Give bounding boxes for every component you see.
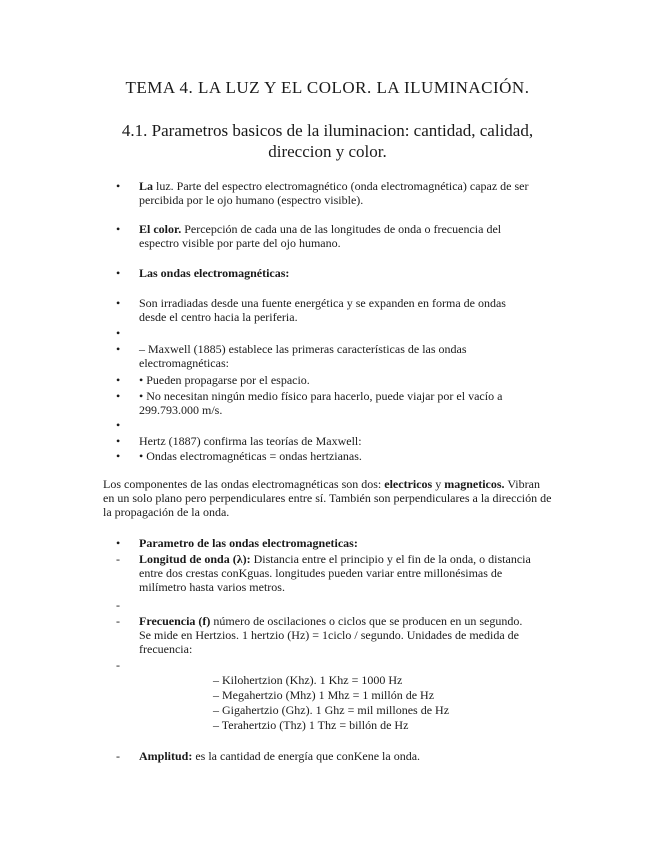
list-item-maxwell: – Maxwell (1885) establece las primeras características de las ondas electromagnéticas: — [139, 342, 467, 370]
bullet-marker: • — [116, 536, 121, 550]
definition-luz: luz. Parte del espectro electromagnético (onda electromagnética) capaz de ser percibida por le ojo humano (espectro visible). — [139, 179, 529, 207]
list-item-hertzianas: • Ondas electromagnéticas = ondas hertzianas. — [139, 449, 362, 463]
bullet-marker: - — [116, 658, 120, 672]
bullet-marker: • — [116, 418, 121, 432]
bullet-marker: • — [116, 326, 121, 340]
bullet-marker: • — [116, 222, 121, 236]
term-magneticos: magneticos. — [444, 477, 505, 491]
bullet-marker: • — [116, 434, 121, 448]
term-longitud: Longitud de onda (λ): — [139, 552, 251, 566]
list-item-amplitud — [139, 749, 531, 763]
bullet-marker: • — [116, 179, 121, 193]
list-item-frecuencia — [139, 614, 531, 656]
list-item-medio: • No necesitan ningún medio físico para hacerlo, puede viajar por el vacío a 299.793.000 m/s. — [139, 389, 503, 417]
term-ondas: Las ondas electromagnéticas: — [139, 266, 290, 280]
definition-color: Percepción de cada una de las longitudes de onda o frecuencia del espectro visible por parte del ojo humano. — [139, 222, 502, 250]
unit-ghz: – Gigahertzio (Ghz). 1 Ghz = mil millones de Hz — [213, 703, 450, 717]
unit-mhz: – Megahertzio (Mhz) 1 Mhz = 1 millón de Hz — [213, 688, 435, 702]
bullet-marker: - — [116, 598, 120, 612]
bullet-marker: - — [116, 552, 120, 566]
bullet-marker: • — [116, 296, 121, 310]
list-item-params-heading — [139, 536, 531, 550]
list-item-hertz: Hertz (1887) confirma las teorías de Maxwell: — [139, 434, 362, 448]
bullet-marker: - — [116, 749, 120, 763]
list-item-ondas-heading — [139, 266, 531, 280]
definition-amplitud: es la cantidad de energía que conKene la onda. — [192, 749, 421, 763]
paragraph-text: Los componentes de las ondas electromagnéticas son dos: — [103, 477, 385, 491]
unit-khz: – Kilohertzion (Khz). 1 Khz = 1000 Hz — [213, 673, 403, 687]
list-item-propagarse: • Pueden propagarse por el espacio. — [139, 373, 310, 387]
paragraph-text: y — [432, 477, 445, 491]
list-item-color — [139, 222, 531, 250]
bullet-marker: • — [116, 266, 121, 280]
bullet-marker: • — [116, 373, 121, 387]
bullet-marker: • — [116, 389, 121, 403]
document-title: TEMA 4. LA LUZ Y EL COLOR. LA ILUMINACIÓN. — [125, 78, 530, 97]
term-amplitud: Amplitud: — [139, 749, 193, 763]
paragraph-text: Vibran en un solo plano pero perpendiculares entre sí. También son perpendiculares a la dirección de la propagación de la onda. — [103, 477, 552, 519]
params-heading: Parametro de las ondas electromagneticas: — [139, 536, 358, 550]
paragraph-componentes — [103, 477, 553, 519]
bullet-marker: • — [116, 449, 121, 463]
section-heading-line-1: 4.1. Parametros basicos de la iluminacion: cantidad, calidad, — [121, 121, 534, 140]
unit-thz: – Terahertzio (Thz) 1 Thz = billón de Hz — [213, 718, 409, 732]
definition-longitud: Distancia entre el principio y el fin de la onda, o distancia entre dos crestas conKguas. longitudes pueden variar entre millonésimas de milímetro hasta varios metros. — [139, 552, 531, 594]
list-item-irradiadas: Son irradiadas desde una fuente energética y se expanden en forma de ondas desde el centro hacia la periferia. — [139, 296, 506, 324]
bullet-marker: - — [116, 614, 120, 628]
term-electricos: electricos — [384, 477, 433, 491]
term-luz: La — [139, 179, 154, 193]
section-heading-line-2: direccion y color. — [268, 142, 387, 161]
list-item-longitud — [139, 552, 531, 594]
bullet-marker: • — [116, 342, 121, 356]
term-frecuencia: Frecuencia (f) — [139, 614, 211, 628]
term-color: El color. — [139, 222, 182, 236]
definition-frecuencia: número de oscilaciones o ciclos que se producen en un segundo. Se mide en Hertzios. 1 hertzio (Hz) = 1ciclo / segundo. Unidades de medida de frecuencia: — [139, 614, 523, 656]
list-item-luz — [139, 179, 531, 207]
section-heading — [90, 120, 565, 162]
